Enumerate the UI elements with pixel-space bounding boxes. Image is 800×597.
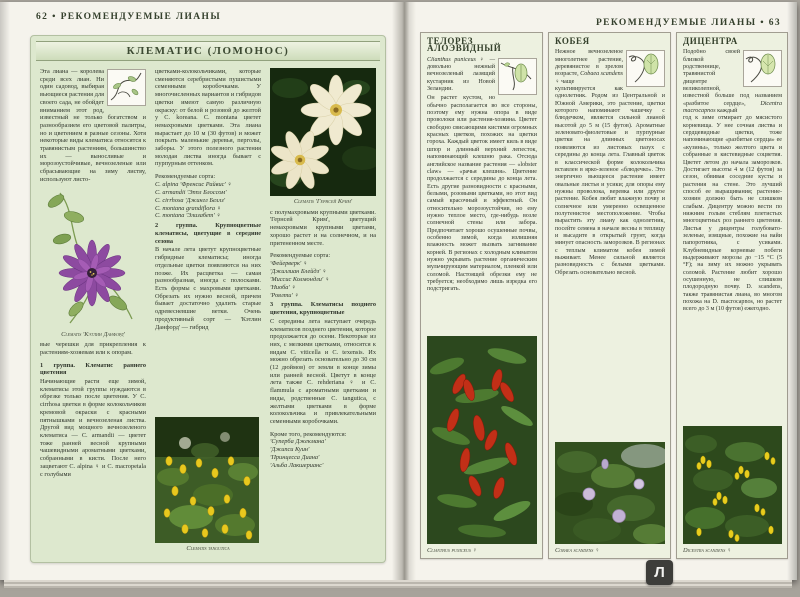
photo-clematis-tangutica [155, 417, 259, 543]
cultivar-item: 'Миссис Колмондли' ♀ [270, 275, 330, 283]
cultivar-item: C. alpina 'Френсис Райвис' ♀ [155, 180, 233, 188]
column-body: Он растет кустом, но обычно располагается во все стороны, поэтому ему нужна опора в виде проволоки или растения-хозяина. Цветет свободно свисающими кистями огромных красных цветков, похожих на цветки гороха. Каждый цветок имеет киль в виде шпор и длинный верхний лепесток, напоминающий клешню рака. Отсюда английское название растения — «lobster claw» — «рачья клешня». Цветение продолжается с середины до конца лета. Есть другие разновидности с красными, белыми, розовыми цветками, но этот вид самый красочный и эффектный. Он относительно морозоустойчив, но ему нужно теплое место, где-нибудь возле солнечной стены или забора. Предпочитает хорошо осушенные почвы, особенно зимой, когда излишняя влажность может вызвать загнивание корней. В регионах с холодным климатом нужно укрывать растение органическим мульчирующим материалом, пленкой или соломой. Настоящей обрезки ему не требуется; необходимо лишь изредка его подстригать. [427, 95, 537, 293]
group1-heading: 1 группа. Клематис раннего цветения [40, 361, 146, 377]
latin-name: Dicentra macrocapnos [683, 100, 782, 115]
cultivar-item: C. montana 'Элизабет' ♀ [155, 212, 221, 220]
column-text: Clianthus puniceus ♀ — довольно нежный вечнозеленый лазящий кустарник из Новой Зеландии. Он растет кустом, но обычно располагается во все стороны, поэтому ему нужна опора в виде проволоки или растения-хозяина. Цветет свободно свисающими кистями огромных красных цветков, похожих на цветки гороха. Каждый цветок имеет киль в виде шпор и длинный верхний лепесток, напоминающий клешню рака. Отсюда английское название растения — «lobster claw» — «рачья клешня». Цветение продолжается с середины до конца лета. Есть другие разновидности с красными, белыми, розовыми цветками, но этот вид самый красочный и эффектный. Он относительно морозоустойчив, но ему нужно теплое место, где-нибудь возле солнечной стены или забора. Предпочитает хорошо осушенные почвы, особенно зимой, когда излишняя влажность может вызвать загнивание корней. В регионах с холодным климатом нужно укрывать растение органическим мульчирующим материалом, пленкой или соломой. Настоящей обрезки ему не требуется; необходимо лишь изредка его подстригать. [427, 56, 537, 293]
labirint-watermark-badge [646, 560, 673, 585]
group1-text: Начинающие расти еще зимой, клематисы этой группы нуждаются в обрезке только после цветения. У C. cirrhosa цветки в форме колокольчиков кремовой окраски с красными пятнышками и вечнозеленая листва. Другой вид мощного вечнозеленого клематиса — C. armandii — цветет тоже ранней весной крупными чашевидными ароматными цветками, собранными в кисти. После него зацветают C. alpina ♀ и C. macropetala с голубыми [40, 378, 146, 478]
dicentra-caption: Dicentra scandens ♀ [683, 546, 732, 554]
intro-paragraph: Эта лиана — королева среди всех лиан. Ни один садовод, выбирая вьющиеся растения для своего сада, не обойдет вниманием этот род, известный не только богатством и разнообразием его цветовой палитры, но и цветением в разные сезоны. Хотя некоторые виды клематиса относятся к травянистым растениям, большинство их — выносливые и морозоустойчивые, вечнозеленые или сбрасывающие на зиму листву, используют листо- [40, 68, 146, 183]
panel-title: КЛЕМАТИС (ЛОМОНОС) [36, 41, 380, 61]
group3-text: С середины лета наступает очередь клематисов позднего цветения, которое продолжается до осени. Некоторые из них, с мелкими цветками, относятся к видам C. viticella и C. texensis. Их можно обрезать основательно до 30 см (12 дюймов) от земли в конце зимы или ранней весной. Цветут в конце лета также C. rehderiana ♀ и C. flammula с ароматными цветками и виды, родственные C. tangutica, с желтыми цветками в форме колокольчика и привлекательными семенными коробочками. [270, 317, 376, 425]
photo-clianthus-puniceus [427, 336, 537, 544]
photo-cobaea-scandens [555, 442, 665, 544]
group2-heading: 2 группа. Крупноцветные клематисы, цветущие в середине сезона [155, 222, 261, 245]
cobaea-caption: Cobaea scandens ♀ [555, 546, 600, 554]
column-title: КОБЕЯ [555, 36, 590, 46]
after-specimen-paragraph: вые черешки для прикрепления к растениям-хозяевам или к опорам. [40, 341, 146, 356]
column-text: Подобно своей близкой родственнице, травянистой дицентре великолепной, известной больше под названием «разбитое сердце», Dicentra macrocapnos каждый год к зиме отмирает до мясистого корневища. У нее сочная листва и сердцевидные цветки, тоже напоминающие «разбитые сердца» ее «кузины», только желтого цвета и собранные в кистевидные соцветия. Цветет летом до начала заморозков. Достигает высоты 4 м (12 футов) за сезон, обвивая соседние кусты и растения на стене. Это лучший способ ее выращивания; растение-хозяин должно быть не слишком слабым. Дицентру можно вести по нижним голым стеблям плетистых многоцветных роз раннего цветения. Листья у дицентры голубовато-зеленые, изящные, похожие на вайи папоротника, с усиками. Клубневидные корневые побеги выдерживают морозы до −15 °C (5 °F); на зиму их можно укрывать соломой. Растение любит хорошо осушенную, не слишком плодородную почву. D. scandens, также травянистая лиана, во многом похожа на D. macrocapnos, но растет всего до 3 м (10 футов) ежегодно. [683, 49, 782, 313]
latin-name: Cobaea scandens ♀ [555, 71, 623, 85]
cultivar-item: 'Суперба Джекмана' [270, 438, 326, 446]
more-label: Кроме того, рекомендуются: [270, 430, 347, 438]
cultivar-item: C. montana grandiflora ♀ [155, 204, 222, 212]
vine-sketch-icon [743, 50, 782, 87]
column-body: культивируется как однолетник. Родом из Центральной и Южной Америки, это растение, цветки которого напоминают чашечку с блюдечком, является сильной лианой высотой до 5 м (15 футов). Ароматные зеленовато-фиолетовые и пурпурные цветки на длинных цветоносах появляются из листовых пазух с середины до конца лета. Главный цветок в классической форме колокольчика вставлен в ярко-зеленое «блюдечко». Это энергично вьющееся растение имеет овальные листья и усики; для опоры ему нужны проволока, веревка или другое растение. Кобея любит влажную почву и солнечное или умеренно освещенное полутенистое местоположение. Чтобы вырастить эту лиану как однолетник, посейте семена в начале весны в теплицу и высадите в открытый грунт, когда минует опасность заморозков. В регионах с теплым климатом кобея зимой выживает. Менее сильной является разновидность с белыми цветками. Обрезать основательно весной. [555, 86, 665, 276]
column-text: Нежное вечнозеленое многолетнее растение, деревянистое в зрелом возрасте, Cobaea scandens ♀ чаще культивируется как однолетник. Родом из Центральной и Южной Америки, это растение, цветки которого напоминают чашечку с блюдечком, является сильной лианой высотой до 5 м (15 футов). Ароматные зеленовато-фиолетовые и пурпурные цветки на длинных цветоносах появляются из листовых пазух с середины до конца лета. Главный цветок в классической форме колокольчика вставлен в ярко-зеленое «блюдечко». Это энергично вьющееся растение имеет овальные листья и усики; для опоры ему нужны проволока, веревка или другое растение. Кобея любит влажную почву и солнечное или умеренно освещенное полутенистое местоположение. Чтобы вырастить эту лиану как однолетник, посейте семена в начале весны в теплицу и высадите в открытый грунт, когда минует опасность заморозков. В регионах с теплым климатом кобея зимой выживает. Менее сильной является разновидность с белыми цветками. Обрезать основательно весной. [555, 49, 665, 276]
cultivar-item: 'Альба Лакшерианс' [270, 462, 324, 470]
tangutica-caption: Clematis tangutica [186, 545, 230, 553]
cultivar-item: C. cirrhosa 'Джингл Беллз' [155, 196, 226, 204]
photo-dicentra-scandens [683, 426, 782, 544]
right-page-edge [787, 2, 797, 580]
left-column-1 [40, 68, 146, 556]
cultivars-label: Рекомендуемые сорта: [270, 252, 331, 260]
watermark-letter: Л [654, 564, 665, 581]
clianthus-caption: Clianthus puniceus ♀ [427, 546, 478, 554]
column-title: ДИЦЕНТРА [683, 36, 738, 46]
group3-heading: 3 группа. Клематисы позднего цветения, крупноцветные [270, 301, 376, 317]
column-cobaea [548, 32, 671, 559]
vine-sketch-icon [107, 69, 146, 106]
right-running-head: РЕКОМЕНДУЕМЫЕ ЛИАНЫ • 63 [595, 18, 781, 28]
cultivar-item: 'Фейерверк' ♀ [270, 259, 308, 267]
specimen-caption: Clematis 'Кэтлин Данфорд' [61, 330, 125, 338]
cultivar-item: C. armandii 'Эппл Блоссом' [155, 188, 227, 196]
cultivar-item: 'Джипси Куин' [270, 446, 310, 454]
cultivar-item: 'Джиллиан Блейдз' ♀ [270, 267, 327, 275]
cultivar-item: 'Ниоба' ♀ [270, 283, 297, 291]
left-column-3 [270, 68, 376, 556]
column-dicentra [676, 32, 788, 559]
latin-name: Clianthus puniceus ♀ — [427, 56, 495, 63]
col3-text1: с полумахровыми крупными цветками. 'Гернсей Крим', цветущий немахровыми крупными цветами, хорошо растет и на солнечном, и на притененном месте. [270, 208, 376, 247]
column-body: год к зиме отмирает до мясистого корневища. У нее сочная листва и сердцевидные цветки, тоже напоминающие «разбитые сердца» ее «кузины», только желтого цвета и собранные в кистевидные соцветия. Цветет летом до начала заморозков. Достигает высоты 4 м (12 футов) за сезон, обвивая соседние кусты и растения на стене. Это лучший способ ее выращивания; растение-хозяин должно быть не слишком слабым. Дицентру можно вести по нижним голым стеблям плетистых многоцветных роз раннего цветения. Листья у дицентры голубовато-зеленые, изящные, похожие на вайи папоротника, с усиками. Клубневидные корневые побеги выдерживают морозы до −15 °C (5 °F); на зиму их можно укрывать соломой. Растение любит хорошо осушенную, не слишком плодородную почву. D. scandens, также травянистая лиана, во многом похожа на D. macrocapnos, но растет всего до 3 м (10 футов) ежегодно. [683, 115, 782, 313]
vine-sketch-icon [626, 50, 665, 87]
vine-sketch-icon [498, 58, 537, 95]
col2-text1: цветками-колокольчиками, которые сменяются серебристыми пушистыми семенными коробочками. У многочисленных вариантов и гибридов цветки имеют самую различную окраску: от белой и розовой до желтой у C. koreana. C. montana цветет немахровыми цветками. Эта лиана вырастает до 10 м (30 футов) и может покрыть маленькие деревья, перголы, заборы. У этого полезного растения молодая листва иногда бывает с пурпурным оттенком. [155, 68, 261, 168]
cultivar-item: 'Роялти' ♀ [270, 291, 300, 299]
column-title: ТЕЛОРЕЗ АЛОЭВИДНЫЙ [427, 36, 502, 54]
left-page-edge [0, 2, 10, 580]
guernsey-cream-caption: Clematis 'Гернсей Крим' [293, 198, 353, 205]
cultivar-item: 'Принцесса Диана' [270, 454, 320, 462]
book-spine-gutter [392, 2, 416, 580]
page-block-edge [4, 580, 792, 588]
clematis-panel [30, 35, 386, 563]
cultivars-label: Рекомендуемые сорта: [155, 173, 216, 181]
group2-text: В начале лета цветут крупноцветные гибридные клематисы; иногда отдельные цветки появляются на них позже. Их расцветка — самая разнообразная, иногда с полосками. Есть формы с махровыми цветками. Обрезать их нужно весной, причем бывает достаточно удалить старые одревесневшие ветки. Очень продуктивный сорт — 'Кэтлин Данфорд' — гибрид [155, 246, 261, 331]
left-column-2 [155, 68, 261, 556]
left-running-head: 62 • РЕКОМЕНДУЕМЫЕ ЛИАНЫ [36, 12, 222, 22]
open-book [0, 2, 797, 580]
photo-clematis-kathleen-dunford-specimen [40, 187, 144, 329]
photo-clematis-guernsey-cream [270, 68, 376, 196]
column-clianthus [420, 32, 543, 559]
